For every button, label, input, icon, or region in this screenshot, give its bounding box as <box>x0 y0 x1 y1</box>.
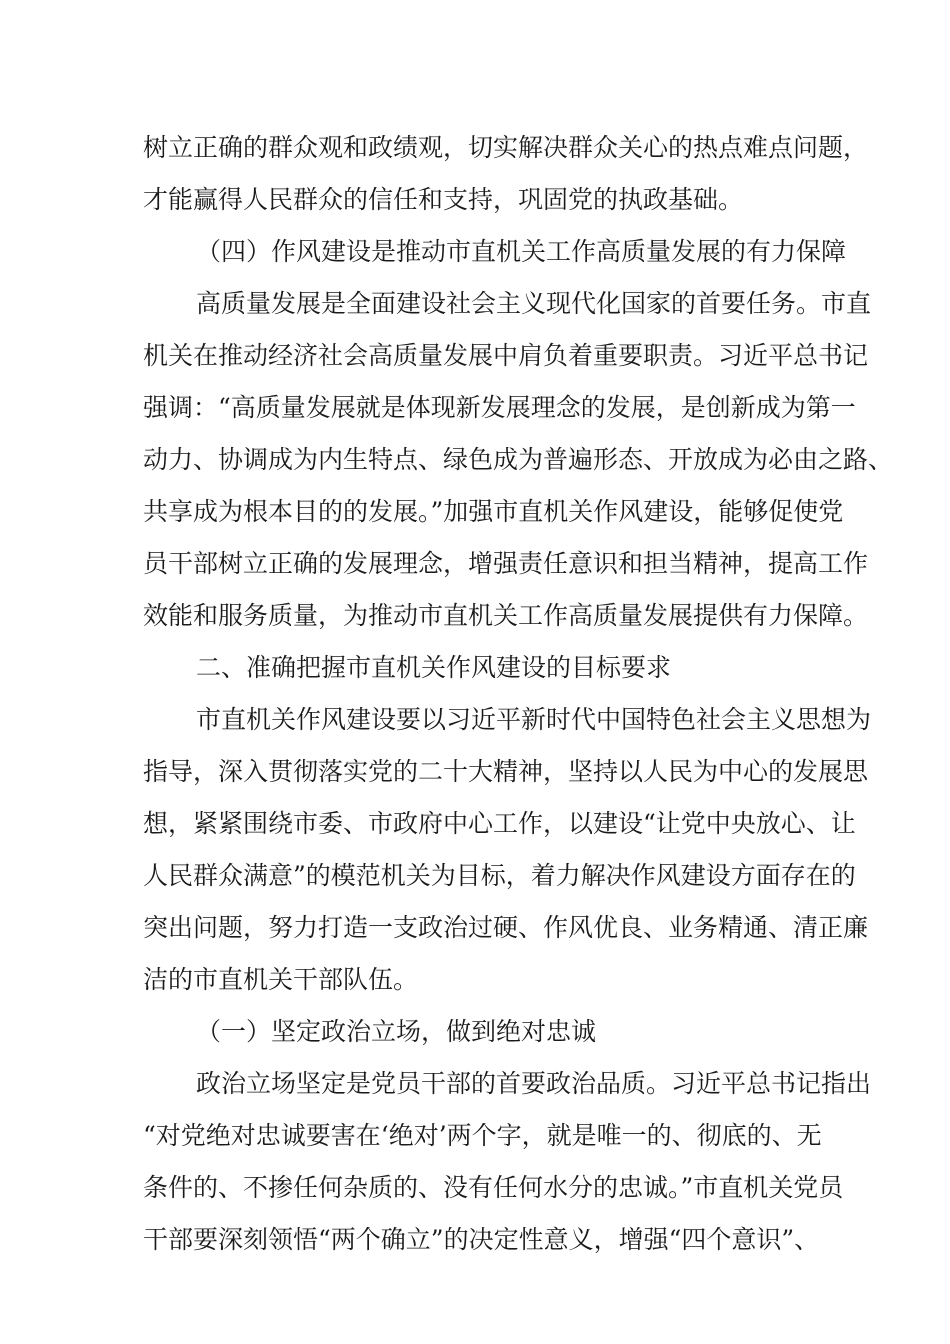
body-text-line: 员干部树立正确的发展理念，增强责任意识和担当精神，提高工作 <box>143 549 869 578</box>
body-text-line: 动力、协调成为内生特点、绿色成为普遍形态、开放成为必由之路、 <box>143 445 894 474</box>
body-text-line: 干部要深刻领悟“两个确立”的决定性意义，增强“四个意识”、 <box>143 1225 820 1254</box>
body-text-line: 洁的市直机关干部队伍。 <box>143 965 419 994</box>
body-text-line: 政治立场坚定是党员干部的首要政治品质。习近平总书记指出 <box>196 1069 872 1098</box>
body-text-line: 指导，深入贯彻落实党的二十大精神，坚持以人民为中心的发展思 <box>143 757 869 786</box>
body-text-line: 强调：“高质量发展就是体现新发展理念的发展，是创新成为第一 <box>143 393 856 422</box>
body-text-line: 突出问题，努力打造一支政治过硬、作风优良、业务精通、清正廉 <box>143 913 869 942</box>
body-text-line: 才能赢得人民群众的信任和支持，巩固党的执政基础。 <box>143 185 744 214</box>
body-text-line: 树立正确的群众观和政绩观，切实解决群众关心的热点难点问题， <box>143 133 869 162</box>
body-text-line: 想，紧紧围绕市委、市政府中心工作，以建设“让党中央放心、让 <box>143 809 856 838</box>
body-text-line: 条件的、不掺任何杂质的、没有任何水分的忠诚。”市直机关党员 <box>143 1173 844 1202</box>
body-text-line: 效能和服务质量，为推动市直机关工作高质量发展提供有力保障。 <box>143 601 869 630</box>
body-text-line: 机关在推动经济社会高质量发展中肩负着重要职责。习近平总书记 <box>143 341 869 370</box>
body-text-line: 人民群众满意”的模范机关为目标，着力解决作风建设方面存在的 <box>143 861 856 890</box>
body-text-line: 高质量发展是全面建设社会主义现代化国家的首要任务。市直 <box>196 289 872 318</box>
body-text-line: 市直机关作风建设要以习近平新时代中国特色社会主义思想为 <box>196 705 872 734</box>
body-text-line: 共享成为根本目的的发展。”加强市直机关作风建设，能够促使党 <box>143 497 844 526</box>
body-text-line: “对党绝对忠诚要害在‘绝对’两个字，就是唯一的、彻底的、无 <box>143 1121 822 1150</box>
section-heading: 二、准确把握市直机关作风建设的目标要求 <box>196 653 672 682</box>
section-heading: （四）作风建设是推动市直机关工作高质量发展的有力保障 <box>196 237 847 266</box>
section-heading: （一）坚定政治立场，做到绝对忠诚 <box>196 1017 597 1046</box>
